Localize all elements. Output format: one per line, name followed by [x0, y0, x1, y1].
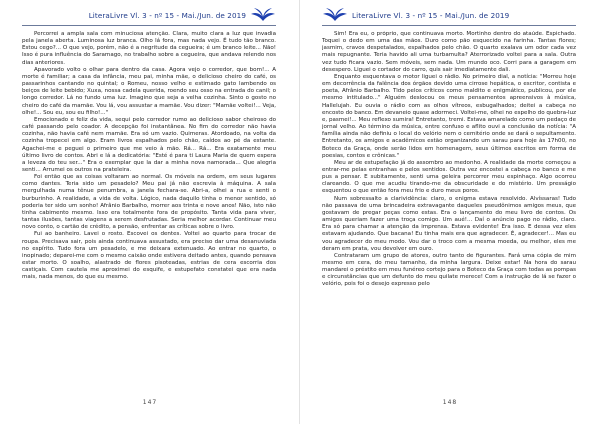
- paragraph: Sim! Era eu, o próprio, que continuava morto. Mortinho dentro do ataúde. Espichado. Toquei o dedo em uma das mãos. Duro como pão esquecido na farinha. Tantas flores; jasmim, cravos despetalados, espalhados pelo chão. O quarto exalava um odor cada vez mais repugnante. Teria havido ali uma turbamulta? Aterrorizado voltei para a sala. Outra vez tudo ficara vazio. Sem móveis, sem nada. Um mundo oco. Corri para a garagem em desespero. Liguei o cortador do carro, quis sair imediatamente dali.: [322, 31, 576, 73]
- paragraph: Percorrei a ampla sala com minuciosa atenção. Clara, muito clara a luz que invadia pela janela aberta. Luminosa luz branca. Olho lá fora, mas nada vejo. É tudo tão branco. Estou cego?... O que vejo, porém, não é a negritude da cegueira; é um branco leite... Não! Isso é pura influência do Saramago, no trabalho sobre a cegueira, que andava relendo nos dias anteriores.: [22, 31, 276, 66]
- paragraph: Num sobressalto a clarividência: claro, o enigma estava resolvido. Alvíssaras! Tudo não passava de uma brincadeira extravagante daqueles pseudônimos amigos meus, que gostavam de pregar peças como estas. Era o lançamento do meu livro de contos. Os amigos queriam fazer uma troça comigo. Um aué!... Daí o anúncio pago no rádio, claro. Era só para chamar a atenção da imprensa. Estava evidente! Era isso. E dessa vez eles estavam ajudando. Que bacana! Eu tinha mais era que agradecer. É, agradecer!... Mas eu vou agradecer do meu modo. Vou dar o troco com a mesma moeda, ou melhor, eles me deram em prata, vou devolver em ouro.: [322, 195, 576, 252]
- paragraph: Enquanto esquentava o motor liguei o rádio. No primeiro dial, a notícia: "Morreu hoje em decorrência da falência dos órgãos devido uma cirrose hepática, o escritor, contista e poeta, Afrânio Barbalho. Tido pelos críticos como maldito e enigmático, publicou, por ele mesmo intitulado..." Alguém deslocou os meus pensamentos apreensivos à música, Hallelujah. Eu ouvia o rádio com as olhos vítreos, esbugalhados; deitei a cabeça no encosto do banco. Em devaneio quase adormeci. Voltei-me, olhei no espelho do quebra-luz e, pasmei!... Meu reflexo sumira! Entretanto, tremi. Estava amarelado como um pedaço de jornal velho. Ao término da música, entre confuso e aflito ouvi a conclusão da notícia: "A família ainda não definiu o local do velório nem o cemitério onde se dará o sepultamento. Entretanto, os amigos e acadêmicos estão organizando um sarau para hoje às 17h00, no Boteco da Graça, onde serão lidos em homenagem, seus últimos escritos em forma de poesias, contos e crônicas.": [322, 73, 576, 159]
- left-header-text: LiteraLivre Vl. 3 - nº 15 - Mai./Jun. de 2019: [88, 10, 246, 20]
- left-page-number: 147: [142, 399, 158, 406]
- right-page-number: 148: [442, 399, 458, 406]
- paragraph: Fui ao banheiro. Lavei o rosto. Escovei os dentes. Voltei ao quarto para trocar de roupa. Precisava sair, pois ainda continuava assustado, era preciso dar uma desanuviada no espírito. Tudo fora um pesadelo, e me deixara extenuado. Ao entrar no quarto, o inopinado; deparei-me com o mesmo caixão onde estivera deitado antes, quando pensava estar morto. O soalho, alastrado de flores pisoteadas, estrias de cera escorria dos castiçais. Com cautela me aproximei do esquife, e estupefato constatei que era nada mais, nada menos, do que eu mesmo.: [22, 231, 276, 281]
- right-page-body: [322, 31, 576, 383]
- paragraph: Apavorado volto o olhar para dentro da casa. Agora vejo o corredor, que bom!... A morte é familiar; a casa da infância, meu pai, minha mãe, o delicioso cheiro do café, os passarinhos cantando no quintal; o Romeu, nosso velho e estimado gato lambendo os beiços de leite bebido; Xuxa, nossa cadela querida, roendo seu osso na entrada do canil; o longo corredor. Lá no fundo uma luz. Imagino que seja a velha cozinha. Sinto o gosto no cheiro do café da mamãe. Vou lá, vou assustar a mamãe. Vou dizer: "Mamãe voltei!... Veja, olhe!... Sou eu, sou eu filho!...": [22, 66, 276, 116]
- right-page: [300, 0, 600, 424]
- left-page-header: [22, 6, 276, 24]
- winged-logo-icon: [322, 7, 348, 23]
- left-header-rule: [22, 25, 276, 26]
- right-page-header: [322, 6, 576, 24]
- paragraph: Emocionado e feliz da vida, sequi pelo corredor rumo ao delicioso sabor cheiroso do café passando pelo coador. A decepção foi instantânea. No fim do corredor não havia cozinha, não havia café nem mamãe. Era só um vazio. Quimeras. Atordoado, na volta da cozinha tropecei em algo. Eram livros espalhados pelo chão, caídos ao pé da estante. Agachei-me e peguei o primeiro que me veio à mão. Rá... Rá... Era exatamente meu último livro de contos. Abri e lá a dedicatória: "Esté é para ti Laura Maria de quem espera a leveza do teu ser..." Era o exemplar que la dar a minha nova namorada... Que alegria senti... Arrumei os outros na prateleira.: [22, 116, 276, 173]
- paragraph: Foi então que as coisas voltaram ao normal. Os móveis na ordem, em seus lugares como dantes. Teria sido um pesadelo? Meu pai já não escrevia à máquina. A sala mergulhada numa tênue penumbra, a janela fechara-se. Abri-a, olhei a rua e senti o burburinho. A realidade, a vida de volta. Lógico, nada daquilo tinha o menor sentido, só poderia ter sido um sonho! Afrânio Barbalho, morrer aos trinta e nove anos! Não, isto não tinha cabimento mesmo. Isso era totalmente fora de propósito. Tanta vida para viver, tantas ilusões, tantas viagens a serem desfrutadas. Seria melhor acordar. Continuar meu novo conto, o cartão de crédito, a pensão, enfrentar as críticas sobre o livro.: [22, 174, 276, 231]
- left-page-body: [22, 31, 276, 383]
- right-header-rule: [322, 25, 576, 26]
- winged-logo-icon: [250, 7, 276, 23]
- paragraph: Contrataram um grupo de atores, outro tanto de figurantes. Fará uma cópia de mim mesmo em cera, do meu tamanho, da minha largura. Deixe estar! Na hora do sarau mandarei o préstito em meu funéreo cortejo para o Boteco da Graça com todas as pompas e circunstâncias que um defunto do meu quilate merece! Com a instrução de lá se fazer o velório, pois foi o desejo expresso pelo: [322, 252, 576, 288]
- right-header-text: LiteraLivre Vl. 3 - nº 15 - Mai./Jun. de 2019: [352, 10, 510, 20]
- paragraph: Meu ar de estupefação já do assombro ao medonho. A realidade da morte começou a entrar-me pelas entranhas e pelos sentidos. Outra vez encostei a cabeça no banco e me pus a pensar. E subitamente, senti uma geleira percorrer meu espinhaço. Algo ocorreu clareando. O que me acudiu tirando-me da obscuridade e do mistério. Um presságio esquentou o que então fora meu frio e duro meus poros.: [322, 159, 576, 195]
